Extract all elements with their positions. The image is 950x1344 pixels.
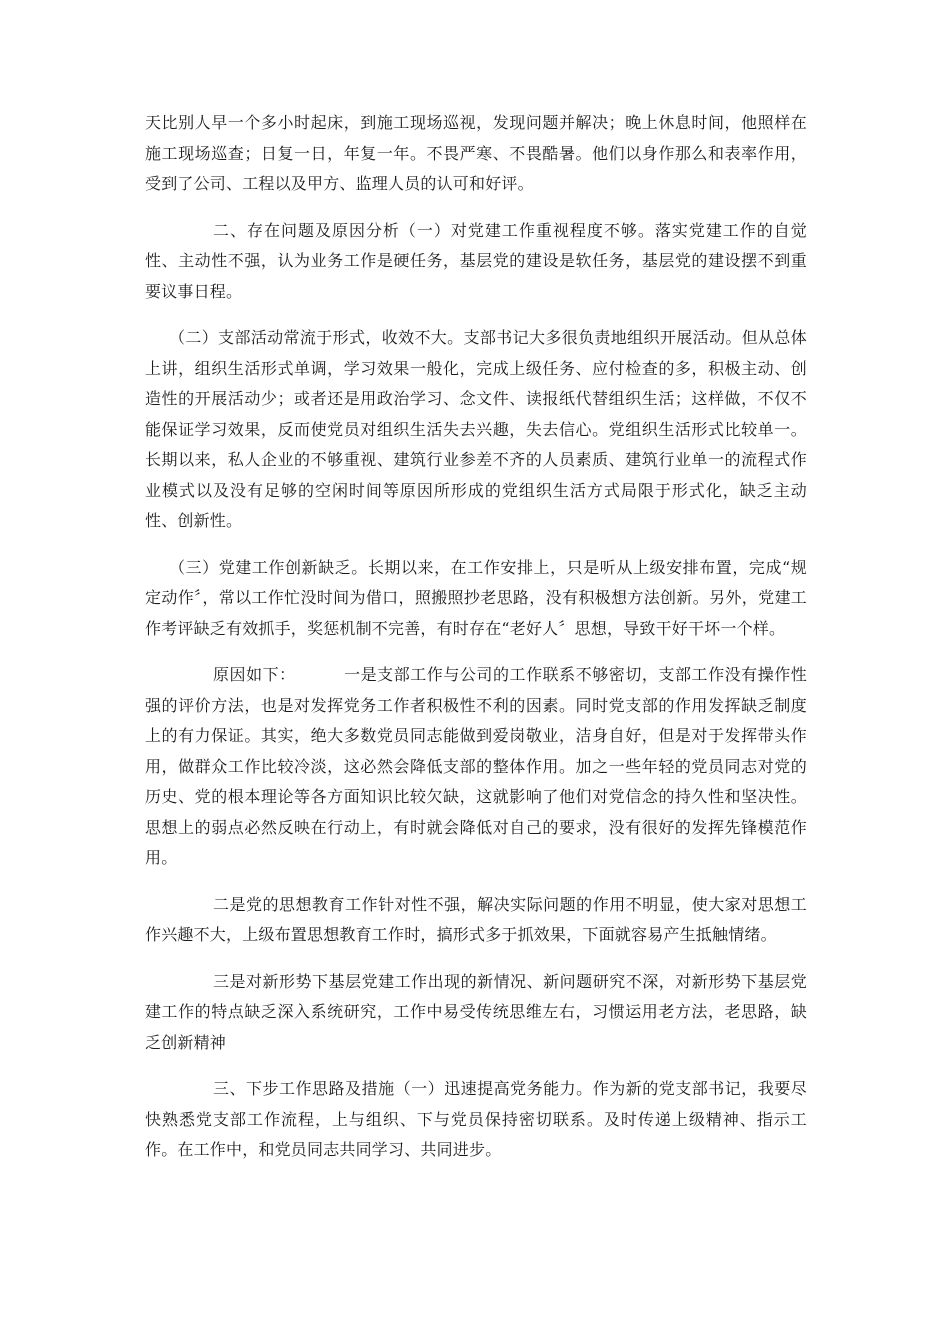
paragraph-continuation: 天比别人早一个多小时起床，到施工现场巡视，发现问题并解决；晚上休息时间，他照样在施工现场巡查；日复一日，年复一年。不畏严寒、不畏酷暑。他们以身作那么和表率作用，受到了公司、工程以及甲方、监理人员的认可和好评。 xyxy=(145,113,807,193)
document-body xyxy=(145,108,807,1182)
paragraph-causes xyxy=(145,660,807,874)
paragraph-problems-heading: 二、存在问题及原因分析（一）对党建工作重视程度不够。落实党建工作的自觉性、主动性不强，认为业务工作是硬任务，基层党的建设是软任务，基层党的建设摆不到重要议事日程。 xyxy=(145,220,807,301)
paragraph-next-steps: 三、下步工作思路及措施（一）迅速提高党务能力。作为新的党支部书记，我要尽快熟悉党支部工作流程，上与组织、下与党员保持密切联系。及时传递上级精神、指示工作。在工作中，和党员同志共同学习、共同进步。 xyxy=(145,1079,807,1159)
paragraph-innovation: （三）党建工作创新缺乏。长期以来，在工作安排上，只是听从上级安排布置，完成“规定动作〞，常以工作忙没时间为借口，照搬照抄老思路，没有积极想方法创新。另外，党建工作考评缺乏有效抓手，奖惩机制不完善，有时存在“老好人〞思想，导致干好干坏一个样。 xyxy=(145,557,807,638)
paragraph-cause-third: 三是对新形势下基层党建工作出现的新情况、新问题研究不深，对新形势下基层党建工作的特点缺乏深入系统研究，工作中易受传统思维左右，习惯运用老方法，老思路，缺乏创新精神 xyxy=(145,971,807,1052)
cause-first: 一是支部工作与公司的工作联系不够密切，支部工作没有操作性强的评价方法，也是对发挥党务工作者积极性不利的因素。同时党支部的作用发挥缺乏制度上的有力保证。其实，绝大多数党员同志能做到爱岗敬业，洁身自好，但是对于发挥带头作用，做群众工作比较冷淡，这必然会降低支部的整体作用。加之一些年轻的党员同志对党的历史、党的根本理论等各方面知识比较欠缺，这就影响了他们对党信念的持久性和坚决性。思想上的弱点必然反映在行动上，有时就会降低对自己的要求，没有很好的发挥先锋模范作用。 xyxy=(145,665,807,867)
paragraph-cause-second: 二是党的思想教育工作针对性不强，解决实际问题的作用不明显，使大家对思想工作兴趣不大，上级布置思想教育工作时，搞形式多于抓效果，下面就容易产生抵触情绪。 xyxy=(145,894,807,944)
paragraph-activities: （二）支部活动常流于形式，收效不大。支部书记大多很负责地组织开展活动。但从总体上讲，组织生活形式单调，学习效果一般化，完成上级任务、应付检查的多，积极主动、创造性的开展活动少；或者还是用政治学习、念文件、读报纸代替组织生活；这样做，不仅不能保证学习效果，反而使党员对组织生活失去兴趣，失去信心。党组织生活形式比较单一。长期以来，私人企业的不够重视、建筑行业参差不齐的人员素质、建筑行业单一的流程式作业模式以及没有足够的空闲时间等原因所形成的党组织生活方式局限于形式化，缺乏主动性、创新性。 xyxy=(145,328,807,530)
cause-label: 原因如下： xyxy=(213,665,296,684)
